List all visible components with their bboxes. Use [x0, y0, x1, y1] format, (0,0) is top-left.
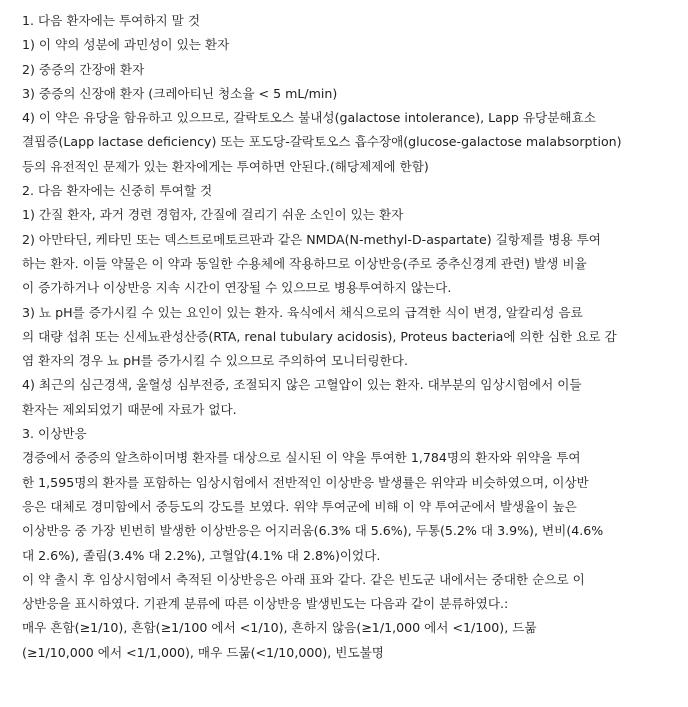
text-line: 이 약 출시 후 임상시험에서 축적된 이상반응은 아래 표와 같다. 같은 빈도군 내에서는 중대한 순으로 이 [22, 571, 585, 587]
text-line: (≥1/10,000 에서 <1/1,000), 매우 드묾(<1/10,000), 빈도불명 [22, 644, 384, 660]
text-line: 4) 최근의 심근경색, 울혈성 심부전증, 조절되지 않은 고혈압이 있는 환자. 대부분의 임상시험에서 이들 [22, 377, 582, 393]
section-heading-precautions: 2. 다음 환자에는 신중히 투여할 것 [22, 183, 213, 199]
text-line: 상반응을 표시하였다. 기관계 분류에 따른 이상반응 발생빈도는 다음과 같이 분류하였다.: [22, 596, 509, 612]
text-line: 의 대량 섭취 또는 신세뇨관성산증(RTA, renal tubulary acidosis), Proteus bacteria에 의한 심한 요로 감 [22, 328, 617, 344]
text-line: 2) 아만타딘, 케타민 또는 덱스트로메토르판과 같은 NMDA(N-methyl-D-aspartate) 길항제를 병용 투여 [22, 231, 601, 247]
text-line: 이상반응 중 가장 빈번히 발생한 이상반응은 어지러움(6.3% 대 5.6%), 두통(5.2% 대 3.9%), 변비(4.6% [22, 523, 604, 539]
text-line: 결핍증(Lapp lactase deficiency) 또는 포도당-갈락토오스 흡수장애(glucose-galactose malabsorption) [22, 134, 622, 150]
text-line: 매우 흔함(≥1/10), 흔함(≥1/100 에서 <1/10), 흔하지 않음(≥1/1,000 에서 <1/100), 드묾 [22, 620, 537, 636]
section-heading-adverse-reactions: 3. 이상반응 [22, 426, 87, 442]
text-line: 경증에서 중증의 알츠하이머병 환자를 대상으로 실시된 이 약을 투여한 1,784명의 환자와 위약을 투여 [22, 450, 581, 466]
text-line: 대 2.6%), 졸림(3.4% 대 2.2%), 고혈압(4.1% 대 2.8%)이었다. [22, 547, 381, 563]
text-line: 1) 간질 환자, 과거 경련 경험자, 간질에 걸리기 쉬운 소인이 있는 환자 [22, 207, 404, 223]
text-line: 1) 이 약의 성분에 과민성이 있는 환자 [22, 37, 230, 53]
text-line: 한 1,595명의 환자를 포함하는 임상시험에서 전반적인 이상반응 발생률은 위약과 비슷하였으며, 이상반 [22, 474, 589, 490]
text-line: 하는 환자. 이들 약물은 이 약과 동일한 수용체에 작용하므로 이상반응(주로 중추신경계 관련) 발생 비율 [22, 255, 587, 271]
text-line: 이 증가하거나 이상반응 지속 시간이 연장될 수 있으므로 병용투여하지 않는다. [22, 280, 452, 296]
document-body [22, 9, 682, 665]
section-heading-contraindications: 1. 다음 환자에는 투여하지 말 것 [22, 13, 201, 28]
text-line: 등의 유전적인 문제가 있는 환자에게는 투여하면 안된다.(해당제제에 한함) [22, 158, 429, 174]
text-line: 4) 이 약은 유당을 함유하고 있으므로, 갈락토오스 불내성(galactose intolerance), Lapp 유당분해효소 [22, 110, 596, 126]
text-line: 염 환자의 경우 뇨 pH를 증가시킬 수 있으므로 주의하여 모니터링한다. [22, 353, 408, 369]
text-line: 응은 대체로 경미함에서 중등도의 강도를 보였다. 위약 투여군에 비해 이 약 투여군에서 발생율이 높은 [22, 498, 577, 514]
text-line: 3) 중증의 신장애 환자 (크레아티닌 청소율 < 5 mL/min) [22, 85, 338, 101]
text-line: 3) 뇨 pH를 증가시킬 수 있는 요인이 있는 환자. 육식에서 채식으로의 급격한 식이 변경, 알칼리성 음료 [22, 304, 583, 320]
text-line: 2) 중증의 간장애 환자 [22, 61, 145, 77]
text-line: 환자는 제외되었기 때문에 자료가 없다. [22, 401, 237, 417]
